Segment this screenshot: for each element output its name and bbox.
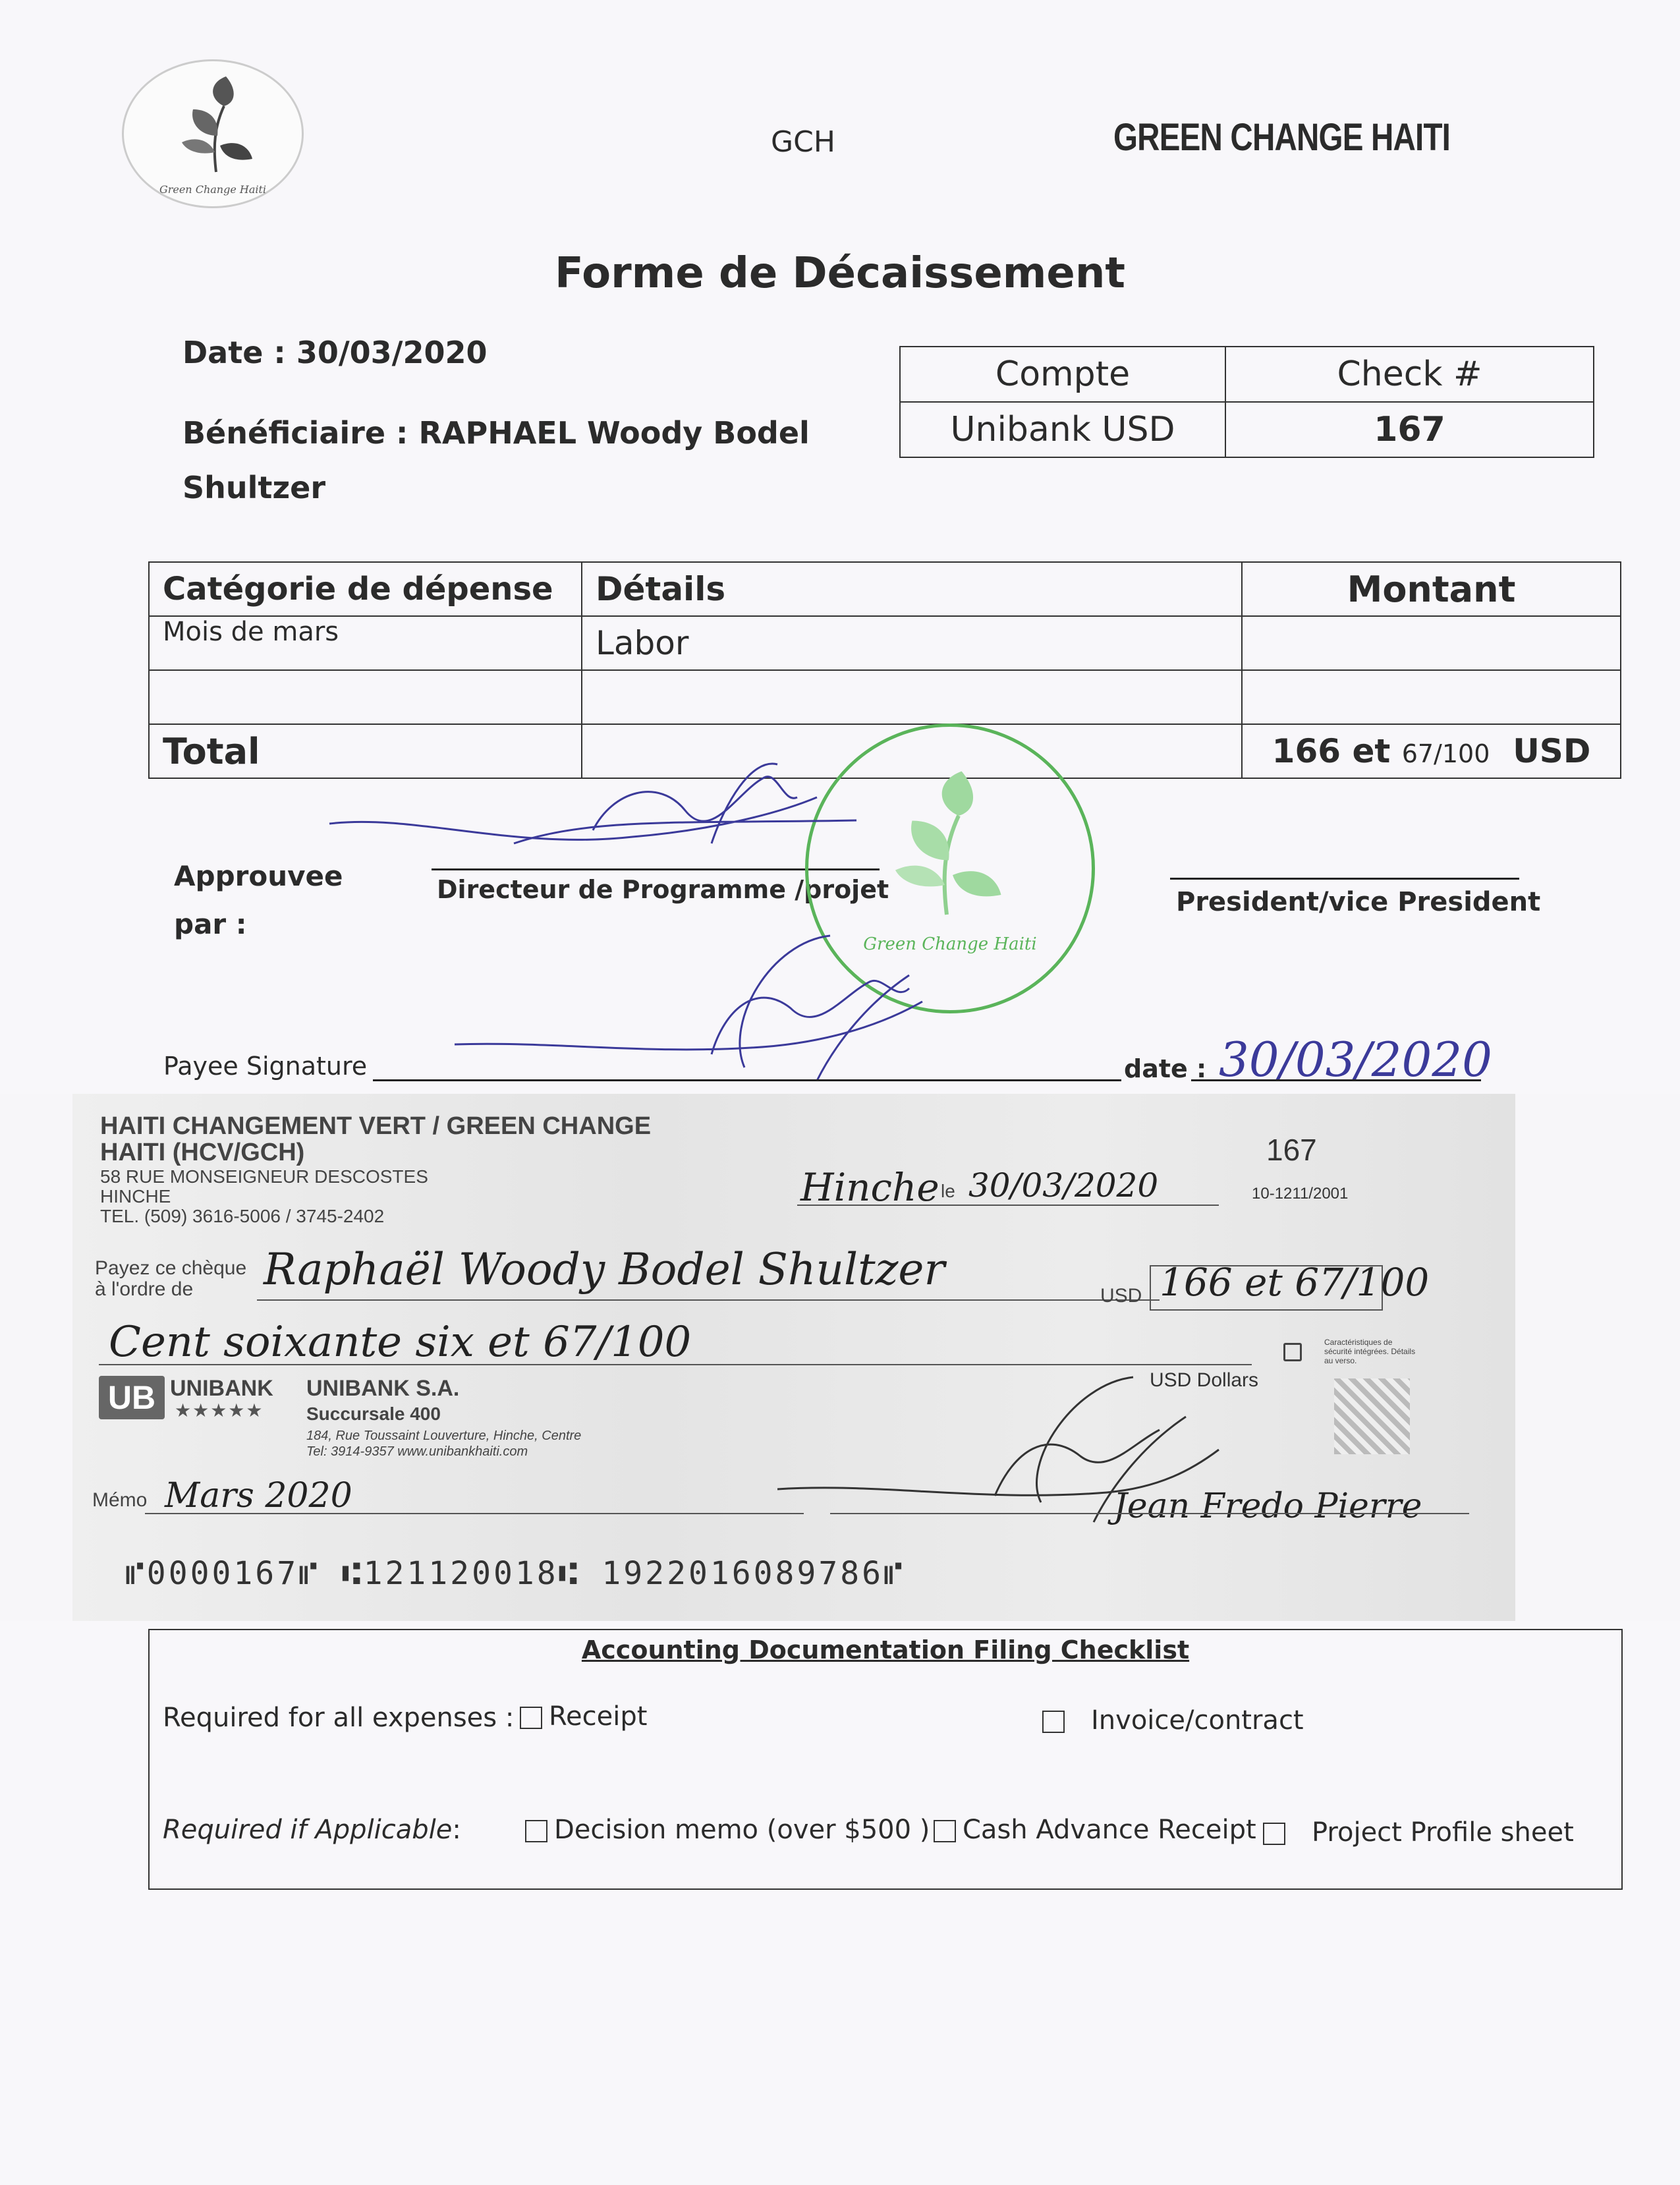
project-profile-item bbox=[1263, 1817, 1574, 1848]
decision-memo-item bbox=[525, 1815, 930, 1845]
check-number: 167 bbox=[1266, 1133, 1317, 1167]
unibank-brand: UNIBANK bbox=[170, 1376, 273, 1401]
check-image bbox=[72, 1094, 1515, 1621]
check-security-text: Caractéristiques de sécurité intégrées. Détails au verso. bbox=[1324, 1338, 1416, 1365]
receipt-label: Receipt bbox=[549, 1701, 648, 1732]
check-org-line1: HAITI CHANGEMENT VERT / GREEN CHANGE bbox=[100, 1112, 652, 1140]
payee-signature-line bbox=[373, 1079, 1121, 1081]
account-table bbox=[899, 346, 1594, 458]
director-signature bbox=[316, 751, 896, 883]
logo-text: Green Change Haiti bbox=[159, 183, 267, 196]
total-integer: 166 et bbox=[1272, 732, 1391, 770]
check-address2: HINCHE bbox=[100, 1186, 171, 1206]
decision-memo-checkbox[interactable] bbox=[525, 1820, 547, 1842]
check-le-label: le bbox=[941, 1181, 955, 1201]
required-if-label bbox=[163, 1815, 461, 1845]
invoice-item bbox=[1042, 1705, 1304, 1736]
check-date-handwritten: 30/03/2020 bbox=[968, 1166, 1159, 1205]
decision-memo-label: Decision memo (over $500 ) bbox=[554, 1815, 930, 1845]
check-usd-dollars: USD Dollars bbox=[1150, 1369, 1259, 1391]
check-routing-fraction: 10-1211/2001 bbox=[1252, 1185, 1349, 1203]
president-label: President/vice President bbox=[1176, 887, 1541, 917]
checklist-title: Accounting Documentation Filing Checklist bbox=[581, 1635, 1190, 1664]
total-currency: USD bbox=[1513, 732, 1591, 770]
memo-handwritten: Mars 2020 bbox=[165, 1476, 352, 1516]
invoice-checkbox[interactable] bbox=[1042, 1711, 1065, 1733]
check-amount-handwritten: 166 et 67/100 bbox=[1160, 1260, 1430, 1305]
required-if-colon: : bbox=[452, 1815, 461, 1845]
amount-cell bbox=[1242, 616, 1621, 670]
check-date-line bbox=[797, 1205, 1219, 1206]
payee-signature bbox=[448, 922, 962, 1087]
table-row bbox=[149, 616, 1621, 670]
account-value: Unibank USD bbox=[900, 402, 1225, 457]
memo-line bbox=[145, 1513, 804, 1514]
director-label: Directeur de Programme /projet bbox=[437, 875, 889, 904]
date-field: Date : 30/03/2020 bbox=[182, 335, 488, 370]
check-number-header: Check # bbox=[1225, 347, 1594, 402]
beneficiary-field: Bénéficiaire : RAPHAEL Woody Bodel bbox=[182, 415, 810, 451]
cash-advance-checkbox[interactable] bbox=[934, 1820, 956, 1842]
category-cell: Mois de mars bbox=[149, 616, 582, 670]
beneficiary-field-cont: Shultzer bbox=[182, 470, 326, 505]
check-pay-label1: Payez ce chèque bbox=[95, 1257, 247, 1279]
gch-label: GCH bbox=[771, 125, 835, 159]
president-signature-line bbox=[1170, 878, 1519, 880]
details-cell bbox=[582, 670, 1242, 724]
check-amount-words-handwritten: Cent soixante six et 67/100 bbox=[109, 1318, 692, 1367]
organization-name: GREEN CHANGE HAITI bbox=[1113, 116, 1451, 159]
leaf-icon bbox=[177, 73, 256, 179]
check-org-line2: HAITI (HCV/GCH) bbox=[100, 1139, 305, 1166]
security-hologram bbox=[1334, 1378, 1410, 1454]
approved-by-label: Approuvee bbox=[174, 860, 343, 892]
check-words-line bbox=[99, 1364, 1252, 1365]
bank-phone: Tel: 3914-9357 www.unibankhaiti.com bbox=[306, 1444, 528, 1459]
lock-icon bbox=[1283, 1343, 1302, 1361]
check-place-handwritten: Hinche bbox=[800, 1165, 939, 1210]
required-all-label: Required for all expenses : bbox=[163, 1703, 515, 1733]
receipt-item bbox=[520, 1701, 647, 1732]
check-payee-handwritten: Raphaël Woody Bodel Shultzer bbox=[264, 1244, 945, 1295]
logo bbox=[122, 59, 304, 208]
stamp-leaf-icon bbox=[881, 766, 1013, 924]
amount-header: Montant bbox=[1242, 562, 1621, 616]
details-header: Détails bbox=[582, 562, 1242, 616]
check-signature-line bbox=[830, 1513, 1469, 1514]
category-cell bbox=[149, 670, 582, 724]
total-label: Total bbox=[149, 724, 582, 778]
filing-checklist bbox=[148, 1629, 1623, 1890]
check-pay-label2: à l'ordre de bbox=[95, 1278, 194, 1300]
date-handwritten: 30/03/2020 bbox=[1219, 1032, 1492, 1087]
approved-par-label: par : bbox=[174, 908, 247, 940]
stamp-text: Green Change Haiti bbox=[863, 934, 1037, 954]
check-payee-line bbox=[257, 1299, 1160, 1301]
check-usd-label: USD bbox=[1100, 1285, 1142, 1307]
check-number-value: 167 bbox=[1225, 402, 1594, 457]
account-header: Compte bbox=[900, 347, 1225, 402]
table-row bbox=[149, 670, 1621, 724]
invoice-label: Invoice/contract bbox=[1091, 1705, 1304, 1736]
memo-label: Mémo bbox=[92, 1489, 148, 1511]
bank-name: UNIBANK S.A. bbox=[306, 1376, 460, 1401]
total-amount bbox=[1242, 724, 1621, 778]
receipt-checkbox[interactable] bbox=[520, 1707, 542, 1729]
unibank-logo: UB bbox=[99, 1376, 165, 1419]
check-address1: 58 RUE MONSEIGNEUR DESCOSTES bbox=[100, 1166, 428, 1187]
bank-address: 184, Rue Toussaint Louverture, Hinche, Centre bbox=[306, 1429, 582, 1443]
date-label: date : bbox=[1124, 1054, 1207, 1083]
signer-name-handwritten: Jean Fredo Pierre bbox=[1113, 1487, 1422, 1526]
required-if-text: Required if Applicable bbox=[163, 1815, 453, 1845]
payee-signature-label: Payee Signature bbox=[163, 1052, 368, 1081]
details-cell: Labor bbox=[582, 616, 1242, 670]
total-fraction: 67/100 bbox=[1401, 739, 1490, 768]
page-title: Forme de Décaissement bbox=[555, 249, 1125, 298]
unibank-stars: ★★★★★ bbox=[175, 1400, 264, 1421]
project-profile-label: Project Profile sheet bbox=[1312, 1817, 1574, 1848]
category-header: Catégorie de dépense bbox=[149, 562, 582, 616]
check-phone: TEL. (509) 3616-5006 / 3745-2402 bbox=[100, 1206, 385, 1226]
date-line bbox=[1191, 1079, 1481, 1081]
project-profile-checkbox[interactable] bbox=[1263, 1823, 1285, 1845]
micr-line: ⑈0000167⑈ ⑆121120018⑆ 1922016089786⑈ bbox=[125, 1555, 905, 1592]
cash-advance-item bbox=[934, 1815, 1256, 1845]
amount-cell bbox=[1242, 670, 1621, 724]
cash-advance-label: Cash Advance Receipt bbox=[963, 1815, 1256, 1845]
bank-branch: Succursale 400 bbox=[306, 1404, 441, 1424]
